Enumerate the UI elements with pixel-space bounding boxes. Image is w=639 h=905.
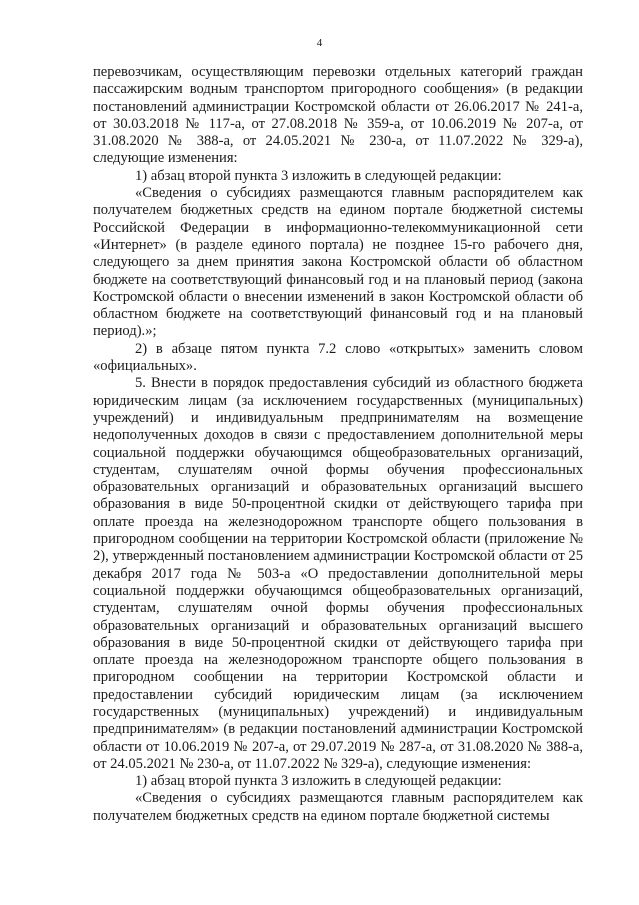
paragraph-item-2: 2) в абзаце пятом пункта 7.2 слово «открытых» заменить словом «официальных».	[93, 340, 583, 375]
paragraph-quoted-text-start: «Сведения о субсидиях размещаются главным распорядителем как получателем бюджетных средств на едином портале бюджетной системы	[93, 790, 583, 824]
paragraph-quoted-text: «Сведения о субсидиях размещаются главным распорядителем как получателем бюджетных средств на едином портале бюджетной системы Российской Федерации в информационно-телекоммуникационной сети «Интернет» (в разделе единого портала) не позднее 15-го рабочего дня, следующего за днем принятия закона Костромской области об областном бюджете на соответствующий финансовый год и на плановый период (закона Костромской области о внесении изменений в закон Костромской области об областном бюджете на соответствующий финансовый год и на плановый период).»;	[93, 185, 583, 340]
document-body	[93, 64, 583, 825]
paragraph-intro-continuation: перевозчикам, осуществляющим перевозки отдельных категорий граждан пассажирским водным транспортом пригородного сообщения» (в редакции постановлений администрации Костромской области от 26.06.2017 № 241-а, от 30.03.2018 № 117-а, от 27.08.2018 № 359-а, от 10.06.2019 № 207-а, от 31.08.2020 № 388-а, от 24.05.2021 № 230-а, от 11.07.2022 № 329-а), следующие изменения:	[93, 64, 583, 167]
paragraph-item-1-repeat: 1) абзац второй пункта 3 изложить в следующей редакции:	[135, 773, 502, 790]
paragraph-section-5: 5. Внести в порядок предоставления субсидий из областного бюджета юридическим лицам (за исключением государственных (муниципальных) учреждений) и индивидуальным предпринимателям на возмещение недополученных доходов в связи с предоставлением дополнительной меры социальной поддержки обучающимся общеобразовательных организаций, студентам, слушателям очной формы обучения профессиональных образовательных организаций и образовательных организаций высшего образования в виде 50-процентной скидки от действующего тарифа при оплате проезда на железнодорожном транспорте общего пользования в пригородном сообщении на территории Костромской области (приложение № 2), утвержденный постановлением администрации Костромской области от 25 декабря 2017 года № 503-а «О предоставлении дополнительной меры социальной поддержки обучающимся общеобразовательных организаций, студентам, слушателям очной формы обучения профессиональных образовательных организаций и образовательных организаций высшего образования в виде 50-процентной скидки от действующего тарифа при оплате проезда на железнодорожном транспорте общего пользования в пригородном сообщении на территории Костромской области и предоставлении субсидий юридическим лицам (за исключением государственных (муниципальных) учреждений) и индивидуальным предпринимателям» (в редакции постановлений администрации Костромской области от 10.06.2019 № 207-а, от 29.07.2019 № 287-а, от 31.08.2020 № 388-а, от 24.05.2021 № 230-а, от 11.07.2022 № 329-а), следующие изменения:	[93, 375, 583, 772]
paragraph-item-1: 1) абзац второй пункта 3 изложить в следующей редакции:	[135, 167, 502, 184]
page-number: 4	[316, 37, 323, 49]
